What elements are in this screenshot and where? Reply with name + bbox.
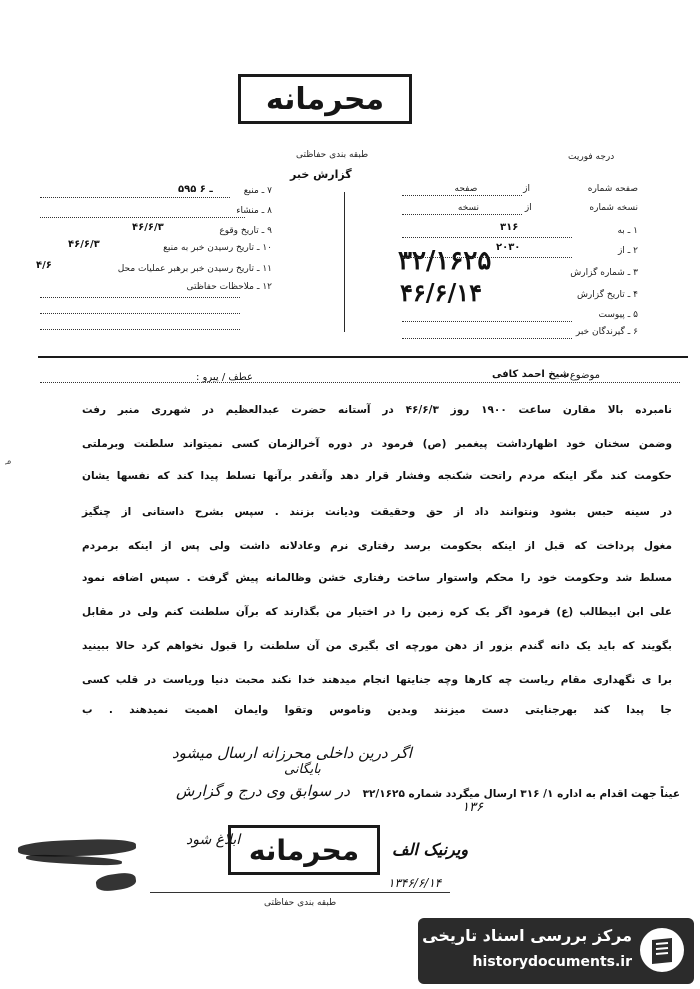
dotted-line [40,217,245,218]
dotted-line [402,257,572,258]
handwritten-signature-name: ویرنیک الف [392,840,469,859]
header-rule [38,356,688,358]
field-security-notes: ۱۲ ـ ملاحظات حفاظتی [186,282,272,292]
redaction-scribble [26,853,122,866]
field-recipients: ۶ ـ گیرندگان خبر [575,327,638,337]
body-line: جا پیدا کند بهرجنایتی دست میزنند وبدین وناموس وتقوا وایمان اهمیت نمیدهند . ب [82,704,672,716]
column-divider [344,192,345,332]
field-event-date-value: ۴۶/۶/۳ [132,222,164,233]
field-report-date: ۴ ـ تاریخ گزارش [576,290,638,300]
watermark-banner [418,918,694,984]
subject-label: موضوع : [563,370,600,381]
field-report-number: ۳ ـ شماره گزارش [570,268,638,278]
dotted-line [402,195,522,196]
forwarding-note: عیناً جهت اقدام به اداره ۱/ ۳۱۶ ارسال میگردد شماره ۳۲/۱۶۲۵ [362,788,680,800]
field-to: ۱ ـ به [617,226,638,236]
subject-value: شیخ احمد کافی [492,369,570,380]
body-line: علی ابن ابیطالب (ع) فرمود اگر یک کره زمین را در اختیار من بگذارند که برآن سلطنت کنم ولی در مقابل [82,606,672,618]
priority-label: درجه فوریت [568,152,615,162]
handwritten-archive: بایگانی [284,762,321,777]
watermark-title: مرکز بررسی اسناد تاریخی [422,926,632,945]
body-line: وضمن سخنان خود اظهارداشت پیغمبر (ص) فرمود در دوره آخرالزمان کسی نمیتواند سلطنت وبرملتی [82,438,672,450]
dotted-line [402,237,572,238]
field-from-value: ۲۰۳۰ [496,242,521,253]
body-line: در سینه حبس بشود ونتوانند داد از حق وحقیقت ودیانت بزنند . سپس بشرح داستانی از چنگیز [82,506,672,518]
redaction-scribble [95,871,137,892]
field-source: ۷ ـ منبع [243,186,272,196]
archive-logo-icon [638,926,686,974]
field-news-to-leader-value: ۴/۶ [36,260,52,271]
handwritten-note-line: ابلاغ شود [186,832,241,848]
handwritten-report-date: ۴۶/۶/۱۴ [400,278,482,307]
stamp-top: محرمانه [238,74,412,124]
reference-label: عطف / پیرو : [196,372,253,383]
field-origin: ۸ ـ منشاء [236,206,272,216]
handwritten-initials: ۱۳۶ [462,800,483,815]
handwritten-note-line: در سوابق وی درج و گزارش [176,782,350,800]
watermark-url: historydocuments.ir [472,954,632,970]
dotted-line [40,297,240,298]
handwritten-report-number: ۳۲/۱۶۲۵ [398,246,492,276]
dotted-line [402,338,572,339]
field-news-to-source-value: ۴۶/۶/۳ [68,239,100,250]
dotted-line [40,313,240,314]
field-page-number: صفحه شماره از صفحه [454,184,638,194]
field-news-to-leader-date: ۱۱ ـ تاریخ رسیدن خبر برهبر عملیات محل [117,264,272,274]
dotted-line [40,382,680,383]
field-source-value: ۵۹۵ ـ ۶ [178,184,213,195]
handwritten-signature-date: ۱۳۴۶/۶/۱۴ [388,876,442,890]
body-line: حکومت کند مگر اینکه مردم راتحت شکنجه وفشار قرار دهد وآنقدر برآنها تسلط پیدا کند که نفسها یشان [82,470,672,482]
body-line: نامبرده بالا مقارن ساعت ۱۹۰۰ روز ۴۶/۶/۳ در آستانه حضرت عبدالعظیم در شهرری منبر رفت [82,404,672,416]
body-line: بگویند که باید یک دانه گندم بزور از دهن مورچه ای بگیری من آن سلطنت را قبول نخواهم کرد حالا ببینید [82,640,672,652]
field-attachment: ۵ ـ پیوست [598,310,638,320]
footer-rule [150,892,450,893]
stamp-bottom: محرمانه [228,825,380,875]
margin-note: ۹ [2,460,12,465]
field-from: ۲ ـ از [617,246,638,256]
dotted-line [40,197,230,198]
dotted-line [402,214,522,215]
field-to-value: ۳۱۶ [500,222,519,233]
field-copy-number: نسخه شماره از نسخه [457,203,638,213]
footer-classification-label: طبقه بندی حفاظتی [264,898,337,908]
handwritten-note-line: اگر درین داخلی محرزانه ارسال میشود [172,744,412,762]
report-title: گزارش خبر [290,168,352,181]
field-event-date: ۹ ـ تاریخ وقوع [219,226,272,236]
body-line: مسلط شد وحکومت خود را محکم واستوار ساخت رفتاری خشن وظالمانه پیش گرفت . سپس اضافه نمود [82,572,672,584]
body-line: مغول پرداخت که قبل از اینکه بحکومت برسد رفتاری نرم وعادلانه داشت ولی پس از اینکه برمردم [82,540,672,552]
dotted-line [402,321,572,322]
field-news-to-source-date: ۱۰ ـ تاریخ رسیدن خبر به منبع [163,243,272,253]
body-line: برا ی نگهداری مقام ریاست چه کارها وچه جنایتها انجام میدهند خدا نکند محبت دنیا وریاست در قلب کسی [82,674,672,686]
classification-label: طبقه بندی حفاظتی [296,150,369,160]
dotted-line [40,329,240,330]
